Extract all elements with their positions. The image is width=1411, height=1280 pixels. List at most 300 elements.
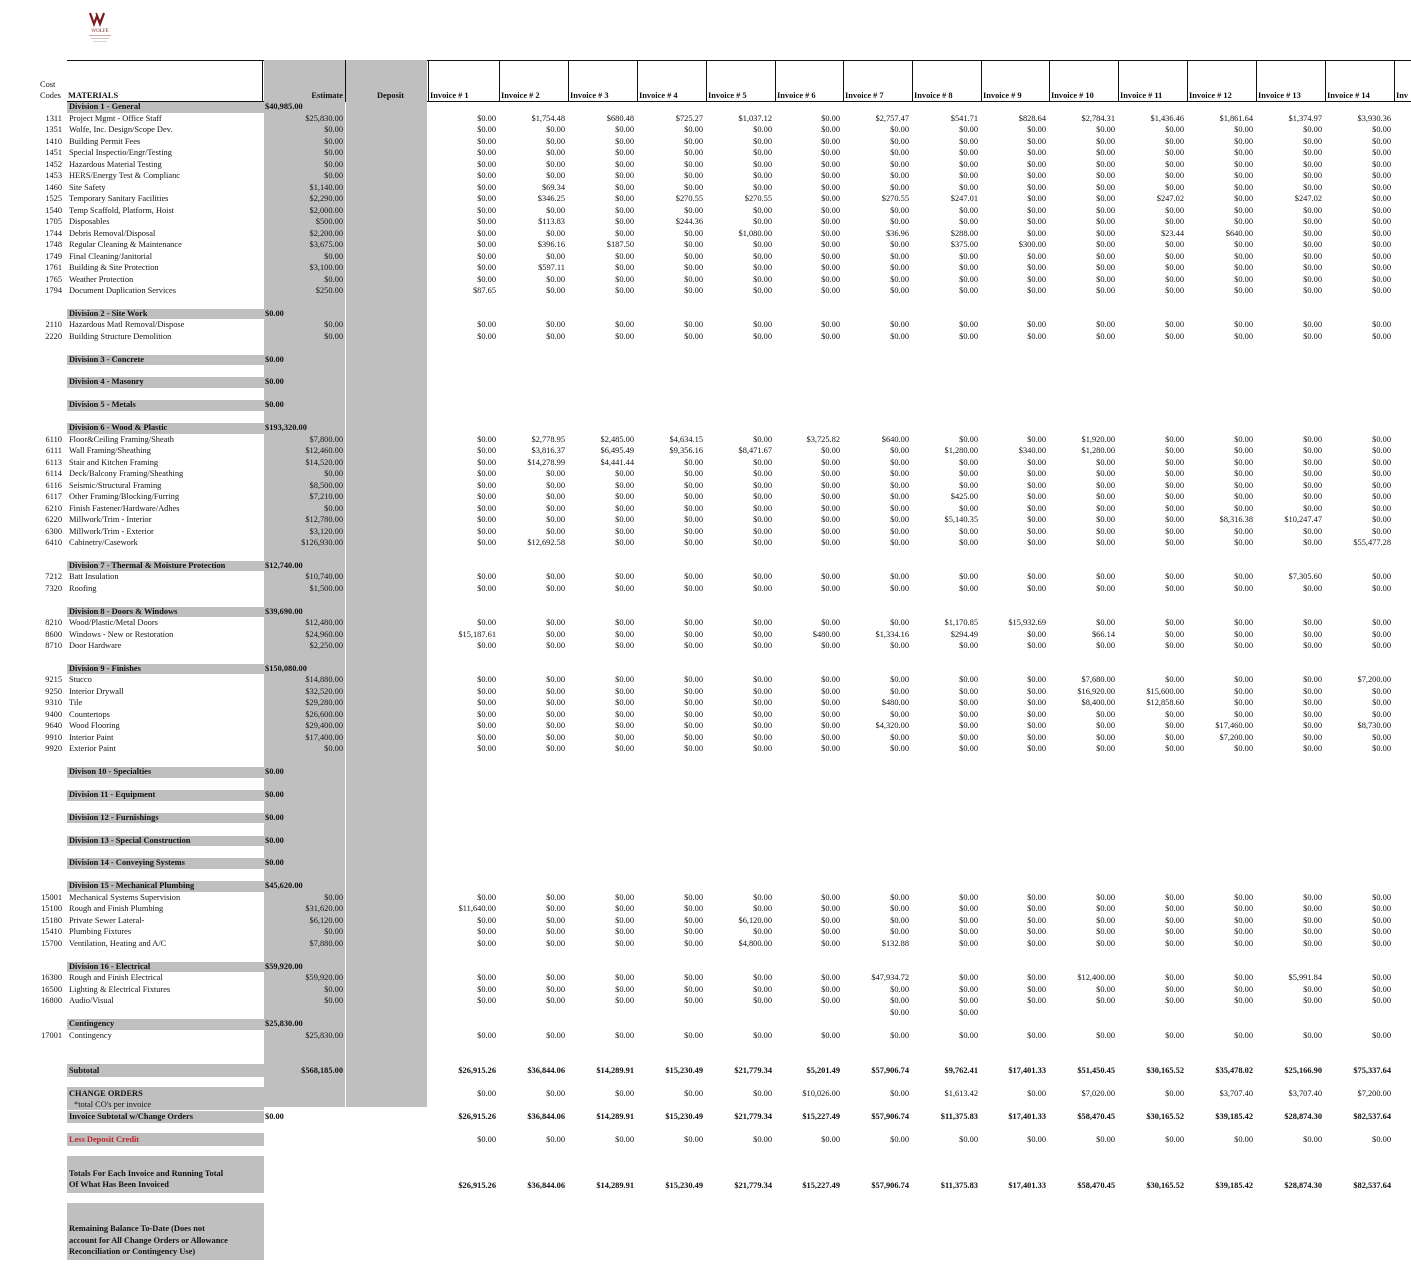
invoice-14-value: $0.00 (1372, 686, 1391, 696)
cost-code: 6410 (45, 538, 62, 547)
invoice-8-value: $288.00 (950, 228, 978, 238)
invoice-13-value: $0.00 (1303, 629, 1322, 639)
invoice-13-value: $0.00 (1303, 240, 1322, 249)
line-item-label: Roofing (69, 583, 97, 593)
estimate-value: $59,920.00 (305, 973, 343, 982)
invoice-4-value: $0.00 (684, 984, 703, 994)
invoice-subtotal-invoice-5: $21,779.34 (734, 1112, 772, 1121)
estimate-column-divider (262, 60, 263, 102)
invoice-7-value: $0.00 (890, 136, 909, 146)
invoice-5-value: $0.00 (753, 320, 772, 330)
invoice-14-value: $0.00 (1372, 240, 1391, 249)
invoice-10-value: $0.00 (1096, 526, 1115, 536)
invoice-column-divider (568, 60, 569, 102)
invoice-1-value: $0.00 (477, 996, 496, 1005)
invoice-3-value: $0.00 (615, 1030, 634, 1040)
estimate-value: $7,800.00 (309, 434, 343, 444)
invoice-4-value: $270.55 (675, 194, 703, 203)
invoice-3-value: $0.00 (615, 973, 634, 982)
invoice-5-value: $0.00 (753, 698, 772, 708)
estimate-value: $24,960.00 (305, 629, 343, 639)
invoice-2-value: $0.00 (546, 927, 565, 937)
invoice-column-divider (1394, 60, 1395, 102)
invoice-subtotal-invoice-13: $28,874.30 (1284, 1112, 1322, 1121)
cost-code: 9310 (45, 698, 62, 708)
line-item-label: Rough and Finish Plumbing (69, 904, 164, 914)
invoice-8-value: $425.00 (950, 492, 978, 501)
invoice-11-value: $0.00 (1165, 572, 1184, 582)
invoice-6-value: $0.00 (821, 515, 840, 524)
invoice-11-value: $0.00 (1165, 331, 1184, 341)
invoice-9-value: $0.00 (1027, 629, 1046, 639)
cost-code: 6110 (45, 434, 62, 444)
invoice-7-value: $0.00 (890, 171, 909, 180)
invoice-9-value: $0.00 (1027, 572, 1046, 582)
invoice-14-value: $0.00 (1372, 915, 1391, 925)
invoice-8-value: $0.00 (959, 904, 978, 914)
invoice-11-value: $0.00 (1165, 973, 1184, 982)
line-item-label: Windows - New or Restoration (69, 629, 174, 639)
line-item-label: Millwork/Trim - Interior (69, 515, 152, 524)
invoice-2-value: $0.00 (546, 1030, 565, 1040)
invoice-7-value: $0.00 (890, 457, 909, 467)
invoice-13-value: $1,374.97 (1288, 113, 1322, 123)
estimate-value: $29,280.00 (305, 698, 343, 708)
invoice-3-value: $0.00 (615, 709, 634, 719)
invoice-5-value: $0.00 (753, 125, 772, 134)
invoice-2-value: $0.00 (546, 492, 565, 501)
invoice-14-value: $0.00 (1372, 182, 1391, 192)
invoice-11-value: $0.00 (1165, 938, 1184, 948)
invoice-10-value: $0.00 (1096, 205, 1115, 215)
division-total: $25,830.00 (265, 1019, 303, 1028)
invoice-11-value: $0.00 (1165, 457, 1184, 467)
invoice-7-value: $270.55 (881, 194, 909, 203)
invoice-10-value: $0.00 (1096, 984, 1115, 994)
change-order-invoice-2: $0.00 (546, 1089, 565, 1098)
invoice-5-value: $0.00 (753, 572, 772, 582)
invoice-5-value: $0.00 (753, 171, 772, 180)
invoice-8-value: $0.00 (959, 709, 978, 719)
invoice-13-value: $0.00 (1303, 892, 1322, 902)
invoice-14-value: $0.00 (1372, 984, 1391, 994)
subtotal-invoice-9: $17,401.33 (1008, 1066, 1046, 1075)
invoice-4-value: $0.00 (684, 721, 703, 731)
invoice-3-value: $0.00 (615, 892, 634, 902)
invoice-3-value: $0.00 (615, 320, 634, 330)
invoice-5-value: $0.00 (753, 629, 772, 639)
invoice-5-value: $0.00 (753, 984, 772, 994)
deposit-credit-invoice-1: $0.00 (477, 1135, 496, 1144)
cost-code: 8710 (45, 641, 62, 651)
subtotal-invoice-8: $9,762.41 (944, 1066, 978, 1075)
invoice-14-value: $0.00 (1372, 996, 1391, 1005)
invoice-14-value: $0.00 (1372, 641, 1391, 651)
invoice-12-value: $0.00 (1234, 572, 1253, 582)
invoice-8-value: $0.00 (959, 915, 978, 925)
invoice-4-value: $0.00 (684, 583, 703, 593)
estimate-value: $0.00 (324, 996, 343, 1005)
invoice-1-value: $0.00 (477, 171, 496, 180)
invoice-2-value: $2,778.95 (531, 434, 565, 444)
invoice-4-value: $0.00 (684, 251, 703, 261)
invoice-11-value: $0.00 (1165, 744, 1184, 754)
invoice-13-value: $0.00 (1303, 286, 1322, 295)
invoice-11-value: $0.00 (1165, 480, 1184, 490)
invoice-header-14: Invoice # 14 (1327, 91, 1370, 100)
invoice-2-value: $0.00 (546, 469, 565, 478)
line-item-label: Tile (69, 698, 83, 708)
estimate-value: $25,830.00 (305, 1030, 343, 1040)
totals-invoice-5: $21,779.34 (734, 1181, 772, 1190)
invoice-3-value: $0.00 (615, 492, 634, 501)
cost-code: 8210 (45, 618, 62, 628)
invoice-13-value: $0.00 (1303, 205, 1322, 215)
line-item-label: Interior Drywall (69, 686, 124, 696)
invoice-14-value: $55,477.28 (1353, 538, 1391, 547)
cost-code: 9920 (45, 744, 62, 754)
division-title: Division 12 - Furnishings (69, 812, 159, 822)
cost-label: Cost (40, 80, 56, 89)
division-total: $0.00 (265, 400, 284, 410)
invoice-3-value: $0.00 (615, 228, 634, 238)
invoice-6-value: $0.00 (821, 480, 840, 490)
estimate-value: $32,520.00 (305, 686, 343, 696)
invoice-4-value: $0.00 (684, 686, 703, 696)
invoice-4-value: $0.00 (684, 938, 703, 948)
line-item-label: Rough and Finish Electrical (69, 973, 163, 982)
deposit-credit-invoice-14: $0.00 (1372, 1135, 1391, 1144)
wolfe-logo-icon (80, 8, 120, 50)
invoice-6-value: $0.00 (821, 938, 840, 948)
change-order-invoice-4: $0.00 (684, 1089, 703, 1098)
invoice-14-value: $0.00 (1372, 457, 1391, 467)
invoice-2-value: $0.00 (546, 148, 565, 157)
invoice-4-value: $0.00 (684, 515, 703, 524)
invoice-4-value: $0.00 (684, 698, 703, 708)
deposit-credit-invoice-4: $0.00 (684, 1135, 703, 1144)
invoice-1-value: $0.00 (477, 457, 496, 467)
invoice-1-value: $0.00 (477, 136, 496, 146)
invoice-10-value: $16,920.00 (1077, 686, 1115, 696)
estimate-value: $6,120.00 (309, 915, 343, 925)
estimate-value: $7,210.00 (309, 492, 343, 501)
invoice-5-value: $270.55 (744, 194, 772, 203)
invoice-8-value: $0.00 (959, 434, 978, 444)
invoice-subtotal-invoice-12: $39,185.42 (1215, 1112, 1253, 1121)
invoice-11-value: $0.00 (1165, 618, 1184, 628)
invoice-12-value: $0.00 (1234, 927, 1253, 937)
invoice-12-value: $0.00 (1234, 446, 1253, 455)
invoice-5-value: $0.00 (753, 205, 772, 215)
invoice-subtotal-invoice-6: $15,227.49 (802, 1112, 840, 1121)
invoice-9-value: $0.00 (1027, 721, 1046, 731)
invoice-10-value: $66.14 (1091, 629, 1115, 639)
cost-code: 16800 (41, 996, 62, 1005)
invoice-3-value: $0.00 (615, 915, 634, 925)
invoice-1-value: $0.00 (477, 228, 496, 238)
invoice-12-value: $17,460.00 (1215, 721, 1253, 731)
invoice-7-value: $0.00 (890, 675, 909, 685)
line-item-label: Lighting & Electrical Fixtures (69, 984, 171, 994)
invoice-10-value: $0.00 (1096, 915, 1115, 925)
invoice-9-value: $0.00 (1027, 892, 1046, 902)
invoice-13-value: $0.00 (1303, 274, 1322, 284)
codes-label: Codes (40, 91, 61, 100)
invoice-1-value: $0.00 (477, 583, 496, 593)
invoice-5-value: $0.00 (753, 892, 772, 902)
division-title: Division 3 - Concrete (69, 354, 144, 364)
invoice-8-value: $247.01 (950, 194, 978, 203)
invoice-5-value: $1,080.00 (738, 228, 772, 238)
invoice-1-value: $0.00 (477, 148, 496, 157)
invoice-6-value: $0.00 (821, 446, 840, 455)
invoice-10-value: $0.00 (1096, 996, 1115, 1005)
invoice-11-value: $0.00 (1165, 434, 1184, 444)
invoice-11-value: $0.00 (1165, 148, 1184, 157)
invoice-2-value: $0.00 (546, 675, 565, 685)
logo-wordmark: WOLFE (91, 29, 109, 34)
change-order-invoice-10: $7,020.00 (1081, 1089, 1115, 1098)
cost-code: 2110 (45, 320, 62, 330)
cost-code: 1311 (45, 113, 62, 123)
invoice-9-value: $0.00 (1027, 492, 1046, 501)
invoice-1-value: $0.00 (477, 446, 496, 455)
change-order-invoice-8: $1,613.42 (944, 1089, 978, 1098)
invoice-1-value: $0.00 (477, 503, 496, 513)
invoice-6-value: $0.00 (821, 641, 840, 651)
subtotal-label: Subtotal (69, 1066, 100, 1075)
invoice-7-value: $132.88 (881, 938, 909, 948)
invoice-9-value: $0.00 (1027, 136, 1046, 146)
invoice-5-value: $0.00 (753, 159, 772, 169)
invoice-12-value: $0.00 (1234, 263, 1253, 272)
invoice-8-value: $0.00 (959, 686, 978, 696)
invoice-14-value: $0.00 (1372, 194, 1391, 203)
invoice-7-value: $0.00 (890, 480, 909, 490)
invoice-11-value: $23.44 (1160, 228, 1184, 238)
invoice-2-value: $0.00 (546, 915, 565, 925)
cost-code: 1761 (45, 263, 62, 272)
subtotal-invoice-5: $21,779.34 (734, 1066, 772, 1075)
totals-invoice-12: $39,185.42 (1215, 1181, 1253, 1190)
invoice-subtotal-invoice-14: $82,537.64 (1353, 1112, 1391, 1121)
invoice-1-value: $0.00 (477, 732, 496, 742)
invoice-10-value: $0.00 (1096, 286, 1115, 295)
invoice-7-value: $0.00 (890, 331, 909, 341)
invoice-6-value: $0.00 (821, 904, 840, 914)
invoice-1-value: $0.00 (477, 492, 496, 501)
estimate-value: $2,250.00 (309, 641, 343, 651)
estimate-value: $31,620.00 (305, 904, 343, 914)
invoice-header-3: Invoice # 3 (570, 91, 609, 100)
invoice-5-value: $6,120.00 (738, 915, 772, 925)
subtotal-invoice-1: $26,915.26 (458, 1066, 496, 1075)
invoice-10-value: $0.00 (1096, 136, 1115, 146)
invoice-3-value: $680.48 (606, 113, 634, 123)
invoice-5-value: $0.00 (753, 274, 772, 284)
invoice-7-value: $0.00 (890, 892, 909, 902)
invoice-12-value: $0.00 (1234, 148, 1253, 157)
estimate-value: $10,740.00 (305, 572, 343, 582)
invoice-14-value: $0.00 (1372, 572, 1391, 582)
deposit-credit-invoice-2: $0.00 (546, 1135, 565, 1144)
invoice-6-value: $0.00 (821, 984, 840, 994)
subtotal-estimate: $568,185.00 (301, 1066, 343, 1075)
change-order-invoice-13: $3,707.40 (1288, 1089, 1322, 1098)
invoice-column-divider (981, 60, 982, 102)
invoice-8-value: $0.00 (959, 136, 978, 146)
invoice-7-value: $0.00 (890, 217, 909, 226)
invoice-2-value: $0.00 (546, 686, 565, 696)
line-item-label: Weather Protection (69, 274, 134, 284)
invoice-13-value: $0.00 (1303, 331, 1322, 341)
invoice-8-value: $0.00 (959, 457, 978, 467)
invoice-column-divider (1325, 60, 1326, 102)
invoice-13-value: $5,991.84 (1288, 973, 1322, 982)
invoice-1-value: $0.00 (477, 125, 496, 134)
invoice-10-value: $12,400.00 (1077, 973, 1115, 982)
invoice-10-value: $0.00 (1096, 938, 1115, 948)
division-total: $0.00 (265, 377, 284, 387)
invoice-14-value: $0.00 (1372, 744, 1391, 754)
invoice-14-value: $3,930.36 (1357, 113, 1391, 123)
cost-code: 1705 (45, 217, 62, 226)
cost-code: 6117 (45, 492, 62, 501)
invoice-6-value: $0.00 (821, 274, 840, 284)
subtotal-invoice-10: $51,450.45 (1077, 1066, 1115, 1075)
invoice-11-value: $0.00 (1165, 251, 1184, 261)
invoice-11-value: $0.00 (1165, 629, 1184, 639)
invoice-12-value: $0.00 (1234, 709, 1253, 719)
totals-invoice-13: $28,874.30 (1284, 1181, 1322, 1190)
deposit-credit-invoice-8: $0.00 (959, 1135, 978, 1144)
invoice-12-value: $0.00 (1234, 538, 1253, 547)
invoice-7-value: $0.00 (890, 744, 909, 754)
invoice-4-value: $0.00 (684, 469, 703, 478)
invoice-14-value: $0.00 (1372, 526, 1391, 536)
invoice-8-value: $0.00 (959, 938, 978, 948)
invoice-1-value: $0.00 (477, 251, 496, 261)
line-item-label: Millwork/Trim - Exterior (69, 526, 154, 536)
invoice-13-value: $0.00 (1303, 320, 1322, 330)
invoice-14-value: $0.00 (1372, 469, 1391, 478)
invoice-12-value: $0.00 (1234, 286, 1253, 295)
line-item-label: Contingency (69, 1030, 112, 1040)
invoice-9-value: $0.00 (1027, 182, 1046, 192)
invoice-8-value: $0.00 (959, 251, 978, 261)
invoice-4-value: $0.00 (684, 1030, 703, 1040)
invoice-5-value: $0.00 (753, 217, 772, 226)
invoice-10-value: $0.00 (1096, 228, 1115, 238)
invoice-8-value: $0.00 (959, 469, 978, 478)
estimate-value: $8,500.00 (309, 480, 343, 490)
cost-code: 1744 (45, 228, 62, 238)
invoice-8-value: $541.71 (950, 113, 978, 123)
invoice-10-value: $0.00 (1096, 732, 1115, 742)
invoice-2-value: $0.00 (546, 996, 565, 1005)
deposit-credit-invoice-9: $0.00 (1027, 1135, 1046, 1144)
invoice-2-value: $0.00 (546, 159, 565, 169)
invoice-6-value: $0.00 (821, 148, 840, 157)
invoice-5-value: $0.00 (753, 469, 772, 478)
invoice-8-value: $0.00 (959, 503, 978, 513)
invoice-12-value: $0.00 (1234, 938, 1253, 948)
invoice-2-value: $113.83 (538, 217, 565, 226)
estimate-value: $0.00 (324, 171, 343, 180)
invoice-10-value: $0.00 (1096, 641, 1115, 651)
invoice-6-value: $0.00 (821, 686, 840, 696)
division-title: Division 4 - Masonry (69, 377, 144, 387)
division-title: Division 15 - Mechanical Plumbing (69, 881, 195, 891)
estimate-value: $3,100.00 (309, 263, 343, 272)
invoice-8-value: $0.00 (959, 171, 978, 180)
invoice-11-value: $0.00 (1165, 182, 1184, 192)
invoice-7-value: $0.00 (890, 732, 909, 742)
invoice-11-value: $0.00 (1165, 515, 1184, 524)
division-total: $39,690.00 (265, 606, 303, 616)
deposit-credit-invoice-11: $0.00 (1165, 1135, 1184, 1144)
invoice-8-value: $0.00 (959, 526, 978, 536)
invoice-9-value: $0.00 (1027, 217, 1046, 226)
invoice-3-value: $0.00 (615, 125, 634, 134)
invoice-column-divider (637, 60, 638, 102)
invoice-7-value: $0.00 (890, 526, 909, 536)
cost-code: 1410 (45, 136, 62, 146)
invoice-3-value: $0.00 (615, 148, 634, 157)
invoice-14-value: $0.00 (1372, 618, 1391, 628)
invoice-5-value: $0.00 (753, 721, 772, 731)
invoice-1-value: $0.00 (477, 698, 496, 708)
estimate-value: $0.00 (324, 744, 343, 754)
division-title: Division 11 - Equipment (69, 790, 156, 799)
invoice-5-value: $0.00 (753, 686, 772, 696)
estimate-header: Estimate (311, 91, 343, 100)
invoice-8-value: $5,140.35 (944, 515, 978, 524)
totals-invoice-6: $15,227.49 (802, 1181, 840, 1190)
invoice-3-value: $0.00 (615, 572, 634, 582)
line-item-label: Wood/Plastic/Metal Doors (69, 618, 158, 628)
invoice-3-value: $0.00 (615, 675, 634, 685)
totals-label-line-2: Of What Has Been Invoiced (69, 1180, 169, 1189)
invoice-14-value: $7,200.00 (1357, 675, 1391, 685)
invoice-7-value: $0.00 (890, 583, 909, 593)
deposit-column-shade (346, 101, 427, 1107)
invoice-6-value: $0.00 (821, 732, 840, 742)
invoice-10-value: $0.00 (1096, 263, 1115, 272)
deposit-credit-invoice-6: $0.00 (821, 1135, 840, 1144)
invoice-4-value: $0.00 (684, 148, 703, 157)
invoice-10-value: $0.00 (1096, 159, 1115, 169)
invoice-6-value: $0.00 (821, 526, 840, 536)
cost-code: 6220 (45, 515, 62, 524)
invoice-2-value: $0.00 (546, 251, 565, 261)
invoice-5-value: $0.00 (753, 457, 772, 467)
invoice-13-value: $0.00 (1303, 446, 1322, 455)
invoice-1-value: $11,640.00 (458, 904, 496, 914)
invoice-subtotal-estimate: $0.00 (265, 1112, 284, 1121)
invoice-11-value: $0.00 (1165, 503, 1184, 513)
invoice-11-value: $0.00 (1165, 240, 1184, 249)
invoice-10-value: $8,400.00 (1081, 698, 1115, 708)
line-item-label: Stucco (69, 675, 92, 685)
invoice-12-value: $0.00 (1234, 686, 1253, 696)
invoice-subtotal-invoice-2: $36,844.06 (527, 1112, 565, 1121)
invoice-4-value: $0.00 (684, 205, 703, 215)
invoice-8-value: $0.00 (959, 744, 978, 754)
cost-code: 6116 (45, 480, 62, 490)
invoice-13-value: $0.00 (1303, 434, 1322, 444)
